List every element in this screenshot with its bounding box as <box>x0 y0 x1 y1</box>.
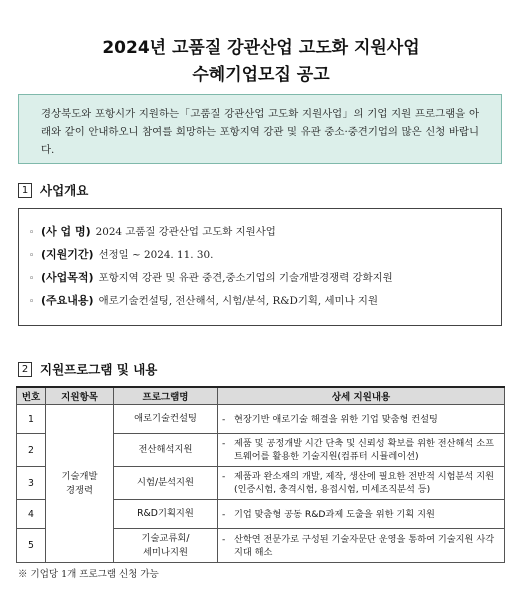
row-number: 3 <box>17 467 46 500</box>
detail-cell: - 기업 맞춤형 공동 R&D과제 도출을 위한 기획 지원 <box>218 500 505 529</box>
bullet: ◦ <box>29 297 35 307</box>
section-2-number: 2 <box>18 362 32 377</box>
detail-cell: - 산학연 전문가로 구성된 기술자문단 운영을 통하여 기술지원 사각지대 해소 <box>218 529 505 563</box>
overview-label: (사업목적) <box>41 271 94 284</box>
overview-label: (지원기간) <box>41 248 94 261</box>
section-1-number: 1 <box>18 183 32 198</box>
overview-label: (주요내용) <box>41 294 94 307</box>
program-name: 시험/분석지원 <box>114 467 218 500</box>
program-name: 전산해석지원 <box>114 434 218 467</box>
bullet: ◦ <box>29 251 35 261</box>
overview-label: (사 업 명) <box>41 225 91 238</box>
header-program: 프로그램명 <box>114 387 218 405</box>
header-no: 번호 <box>17 387 46 405</box>
overview-box <box>18 208 502 326</box>
detail-text: 제품 및 공정개발 시간 단축 및 신뢰성 확보를 위한 전산해석 소프트웨어를 활용한 기술지원(컴퓨터 시뮬레이션) <box>234 438 494 462</box>
table-header-row <box>17 387 505 405</box>
row-number: 1 <box>17 405 46 434</box>
detail-text: 기업 맞춤형 공동 R&D과제 도출을 위한 기획 지원 <box>234 508 435 520</box>
program-name: R&D기획지원 <box>114 500 218 529</box>
bullet: ◦ <box>29 228 35 238</box>
detail-text: 제품과 완소재의 개발, 제작, 생산에 필요한 전반적 시험분석 지원(인증시험, 충격시험, 용접시험, 미세조직분석 등) <box>234 471 494 495</box>
overview-item <box>29 246 501 269</box>
detail-cell: - 현장기반 애로기술 해결을 위한 기업 맞춤형 컨설팅 <box>218 405 505 434</box>
overview-value: 포항지역 강관 및 유관 중견,중소기업의 기술개발경쟁력 강화지원 <box>98 272 393 284</box>
program-table <box>16 386 505 563</box>
detail-cell: - 제품과 완소재의 개발, 제작, 생산에 필요한 전반적 시험분석 지원(인증시험, 충격시험, 용접시험, 미세조직분석 등) <box>218 467 505 500</box>
overview-value: 2024 고품질 강관산업 고도화 지원사업 <box>95 226 276 238</box>
overview-value: 애로기술컨설팅, 전산해석, 시험/분석, R&D기획, 세미나 지원 <box>98 295 379 307</box>
detail-text: 현장기반 애로기술 해결을 위한 기업 맞춤형 컨설팅 <box>234 413 438 425</box>
page-title: 2024년 고품질 강관산업 고도화 지원사업 <box>102 38 420 58</box>
notice-box: 경상북도와 포항시가 지원하는「고품질 강관산업 고도화 지원사업」의 기업 지원 프로그램을 아래와 같이 안내하오니 참여를 희망하는 포항지역 강관 및 유관 중소·중견기업의 많은 신청 바랍니다. <box>18 94 502 164</box>
section-1-title: 사업개요 <box>40 183 89 198</box>
detail-cell: - 제품 및 공정개발 시간 단축 및 신뢰성 확보를 위한 전산해석 소프트웨어를 활용한 기술지원(컴퓨터 시뮬레이션) <box>218 434 505 467</box>
support-area: 기술개발 경쟁력 <box>46 405 114 563</box>
section-2-heading <box>18 360 157 378</box>
overview-item <box>29 269 501 292</box>
overview-item <box>29 223 501 246</box>
page-subtitle: 수혜기업모집 공고 <box>192 65 330 85</box>
section-2-title: 지원프로그램 및 내용 <box>40 362 158 377</box>
header-area: 지원항목 <box>46 387 114 405</box>
row-number: 4 <box>17 500 46 529</box>
row-number: 5 <box>17 529 46 563</box>
overview-item <box>29 292 501 315</box>
header-detail: 상세 지원내용 <box>218 387 505 405</box>
program-name: 애로기술컨설팅 <box>114 405 218 434</box>
overview-value: 선정일 ~ 2024. 11. 30. <box>98 249 214 261</box>
bullet: ◦ <box>29 274 35 284</box>
program-name: 기술교류회/ 세미나지원 <box>114 529 218 563</box>
table-row <box>17 405 505 434</box>
section-1-heading <box>18 181 88 199</box>
detail-text: 산학연 전문가로 구성된 기술자문단 운영을 통하여 기술지원 사각지대 해소 <box>234 533 495 558</box>
row-number: 2 <box>17 434 46 467</box>
footnote: ※ 기업당 1개 프로그램 신청 가능 <box>18 569 159 580</box>
